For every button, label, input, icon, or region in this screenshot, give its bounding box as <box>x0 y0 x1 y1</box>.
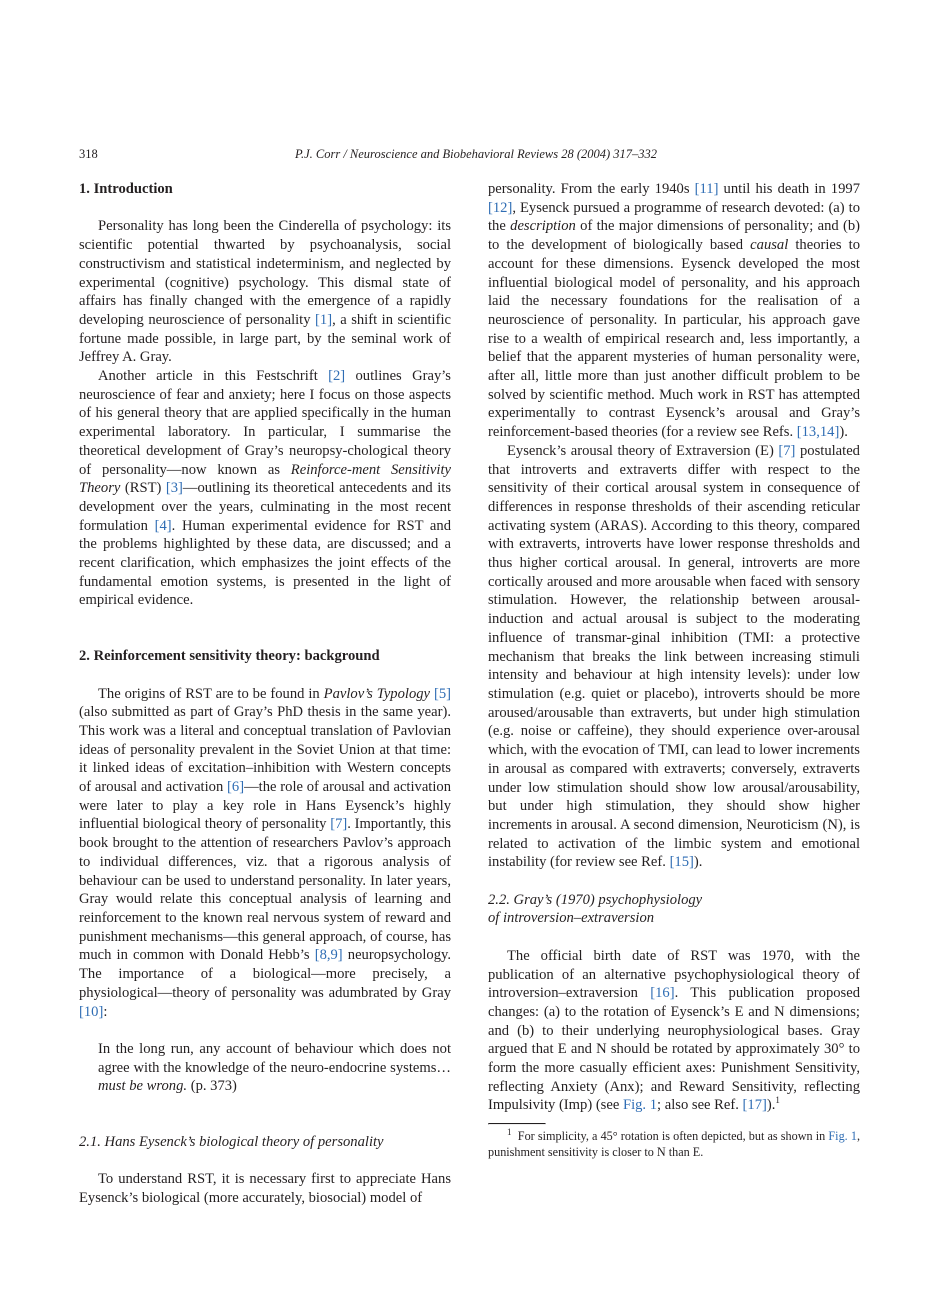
intro-paragraph-2: Another article in this Festschrift [2] outlines Gray’s neuroscience of fear and anxiety; here I focus on those aspects of his general theory that are applied specifically in the human experimental laboratory. In particular, I summarise the theoretical development of Gray’s neuropsy-chological theory of personality—now known as Reinforce-ment Sensitivity Theory (RST) [3]—outlining its theoretical antecedents and its development over the years, culminating in the most recent formulation [4]. Human experimental evidence for RST and the problems highlighted by these data, are discussed; and a recent clarification, which emphasizes the joint effects of the fundamental emotion systems, is presented in the light of empirical evidence. <box>79 368 451 609</box>
subsection-title-gray: 2.2. Gray’s (1970) psychophysiology of introversion–extraversion <box>488 891 703 927</box>
eysenck-paragraph-1: To understand RST, it is necessary first to appreciate Hans Eysenck’s biological (more accurately, biosocial) model of <box>79 1171 451 1207</box>
citation-link[interactable]: [8,9] <box>314 947 343 964</box>
figure-link[interactable]: Fig. 1 <box>828 1129 857 1144</box>
block-quote: In the long run, any account of behaviour which does not agree with the knowledge of the neuro-endocrine systems…must be wrong. (p. 373) <box>98 1040 451 1095</box>
citation-link[interactable]: [13,14] <box>796 424 840 441</box>
citation-link[interactable]: [2] <box>328 368 346 385</box>
footnote-marker: 1 <box>775 1095 780 1106</box>
citation-link[interactable]: [16] <box>650 985 675 1002</box>
citation-link[interactable]: [11] <box>694 181 719 197</box>
running-header: P.J. Corr / Neuroscience and Biobehavioral Reviews 28 (2004) 317–332 <box>294 147 658 161</box>
eysenck-paragraph-2: personality. From the early 1940s [11] until his death in 1997 [12], Eysenck pursued a programme of research devoted: (a) to the description of the major dimensions of personality; and (b) to the development of biologically based causal theories to account for these dimensions. Eysenck developed the most influential biological model of personality, and his approach laid the necessary foundations for the realisation of a neuroscience of personality. In particular, his approach gave rise to a wealth of empirical research and, less importantly, a belief that the apparent mysteries of human personality were, after all, little more than just another difficult problem to be solved by scientific method. Much work in RST has attempted experimentally to contrast Eysenck’s arousal and Gray’s reinforcement-based theories (for a review see Refs. [13,14]). <box>488 181 861 441</box>
page-number: 318 <box>79 147 98 161</box>
citation-link[interactable]: [10] <box>79 1003 104 1020</box>
citation-link[interactable]: [5] <box>433 685 451 702</box>
citation-link[interactable]: [17] <box>742 1097 767 1114</box>
left-column <box>79 180 451 1208</box>
figure-link[interactable]: Fig. 1 <box>622 1097 658 1114</box>
section-title-background: 2. Reinforcement sensitivity theory: background <box>79 648 380 665</box>
section-title-introduction: 1. Introduction <box>79 181 173 197</box>
citation-link[interactable]: [7] <box>778 442 796 459</box>
citation-link[interactable]: [3] <box>165 480 183 497</box>
right-column <box>488 180 860 1160</box>
background-paragraph-1: The origins of RST are to be found in Pavlov’s Typology [5] (also submitted as part of Gray’s PhD thesis in the same year). This work was a literal and conceptual translation of Pavlovian ideas of personality prevalent in the Soviet Union at that time: it linked ideas of excitation–inhibition with Western concepts of arousal and activation [6]—the role of arousal and activation were later to play a key role in Hans Eysenck’s highly influential biological theory of personality [7]. Importantly, this book brought to the attention of researchers Pavlov’s approach to individual differences, viz. that a rigorous analysis of behaviour can be used to understand personality. In later years, Gray would relate this conceptual analysis of learning and reinforcement to the known real nervous system of reward and punishment mechanisms—this general approach, of course, has much in common with Donald Hebb’s [8,9] neuropsychology. The importance of a biological—more precisely, a physiological—theory of personality was adumbrated by Gray [10]: <box>79 685 452 1020</box>
intro-paragraph-1: Personality has long been the Cinderella of psychology: its scientific potential thwarted by psychoanalysis, social constructivism and statistical indeterminism, and neglected by experimental (cognitive) psychology. This dismal state of affairs has finally changed with the emergence of a rapidly developing neuroscience of personality [1], a shift in scientific fortune made possible, in large part, by the seminal work of Jeffrey A. Gray. <box>79 218 451 366</box>
citation-link[interactable]: [15] <box>669 854 694 871</box>
gray-paragraph-1: The official birth date of RST was 1970, with the publication of an alternative psychophysiological theory of introversion–extraversion [16]. This publication proposed changes: (a) to the rotation of Eysenck’s E and N dimensions; and (b) to their underlying neurophysiological bases. Gray argued that E and N should be rotated by approximately 30° to form the more casually efficient axes: Punishment Sensitivity, reflecting Anxiety (Anx); and Reward Sensitivity, reflecting Impulsivity (Imp) (see Fig. 1; also see Ref. [17]).$^1$ <box>488 947 860 1114</box>
citation-link[interactable]: [1] <box>315 311 333 328</box>
footnote: $^1$ For simplicity, a 45° rotation is often depicted, but as shown in Fig. 1, punishment sensitivity is closer to N than E. <box>488 1127 860 1160</box>
citation-link[interactable]: [12] <box>488 199 513 216</box>
subsection-title-eysenck: 2.1. Hans Eysenck’s biological theory of personality <box>79 1134 384 1150</box>
citation-link[interactable]: [6] <box>227 779 245 796</box>
eysenck-paragraph-3: Eysenck’s arousal theory of Extraversion (E) [7] postulated that introverts and extraverts differ with respect to the sensitivity of their cortical arousal system in consequence of differences in response thresholds of their ascending reticular activating system (ARAS). According to this theory, compared with extraverts, introverts have lower response thresholds and thus higher cortical arousal. In general, introverts are more cortically aroused and more arousable when faced with sensory stimulation. However, the relationship between arousal-induction and actual arousal is subject to the moderating influence of transmar-ginal inhibition (TMI: a protective mechanism that breaks the link between increasing stimuli intensity and behaviour at high intensity levels): under low stimulation (e.g. quiet or placebo), introverts should be more aroused/arousable than extraverts, but under high stimulation (e.g. noise or caffeine), they should experience over-arousal which, with the evocation of TMI, can lead to lower increments in arousal as compared with extraverts; conversely, extraverts under low stimulation should show low arousal/arousability, but under high stimulation, they should show higher increments in arousal. A second dimension, Neuroticism (N), is related to activation of the limbic system and emotional instability (for review see Ref. [15]). <box>488 442 860 871</box>
citation-link[interactable]: [4] <box>154 517 172 534</box>
citation-link[interactable]: [7] <box>330 816 348 833</box>
